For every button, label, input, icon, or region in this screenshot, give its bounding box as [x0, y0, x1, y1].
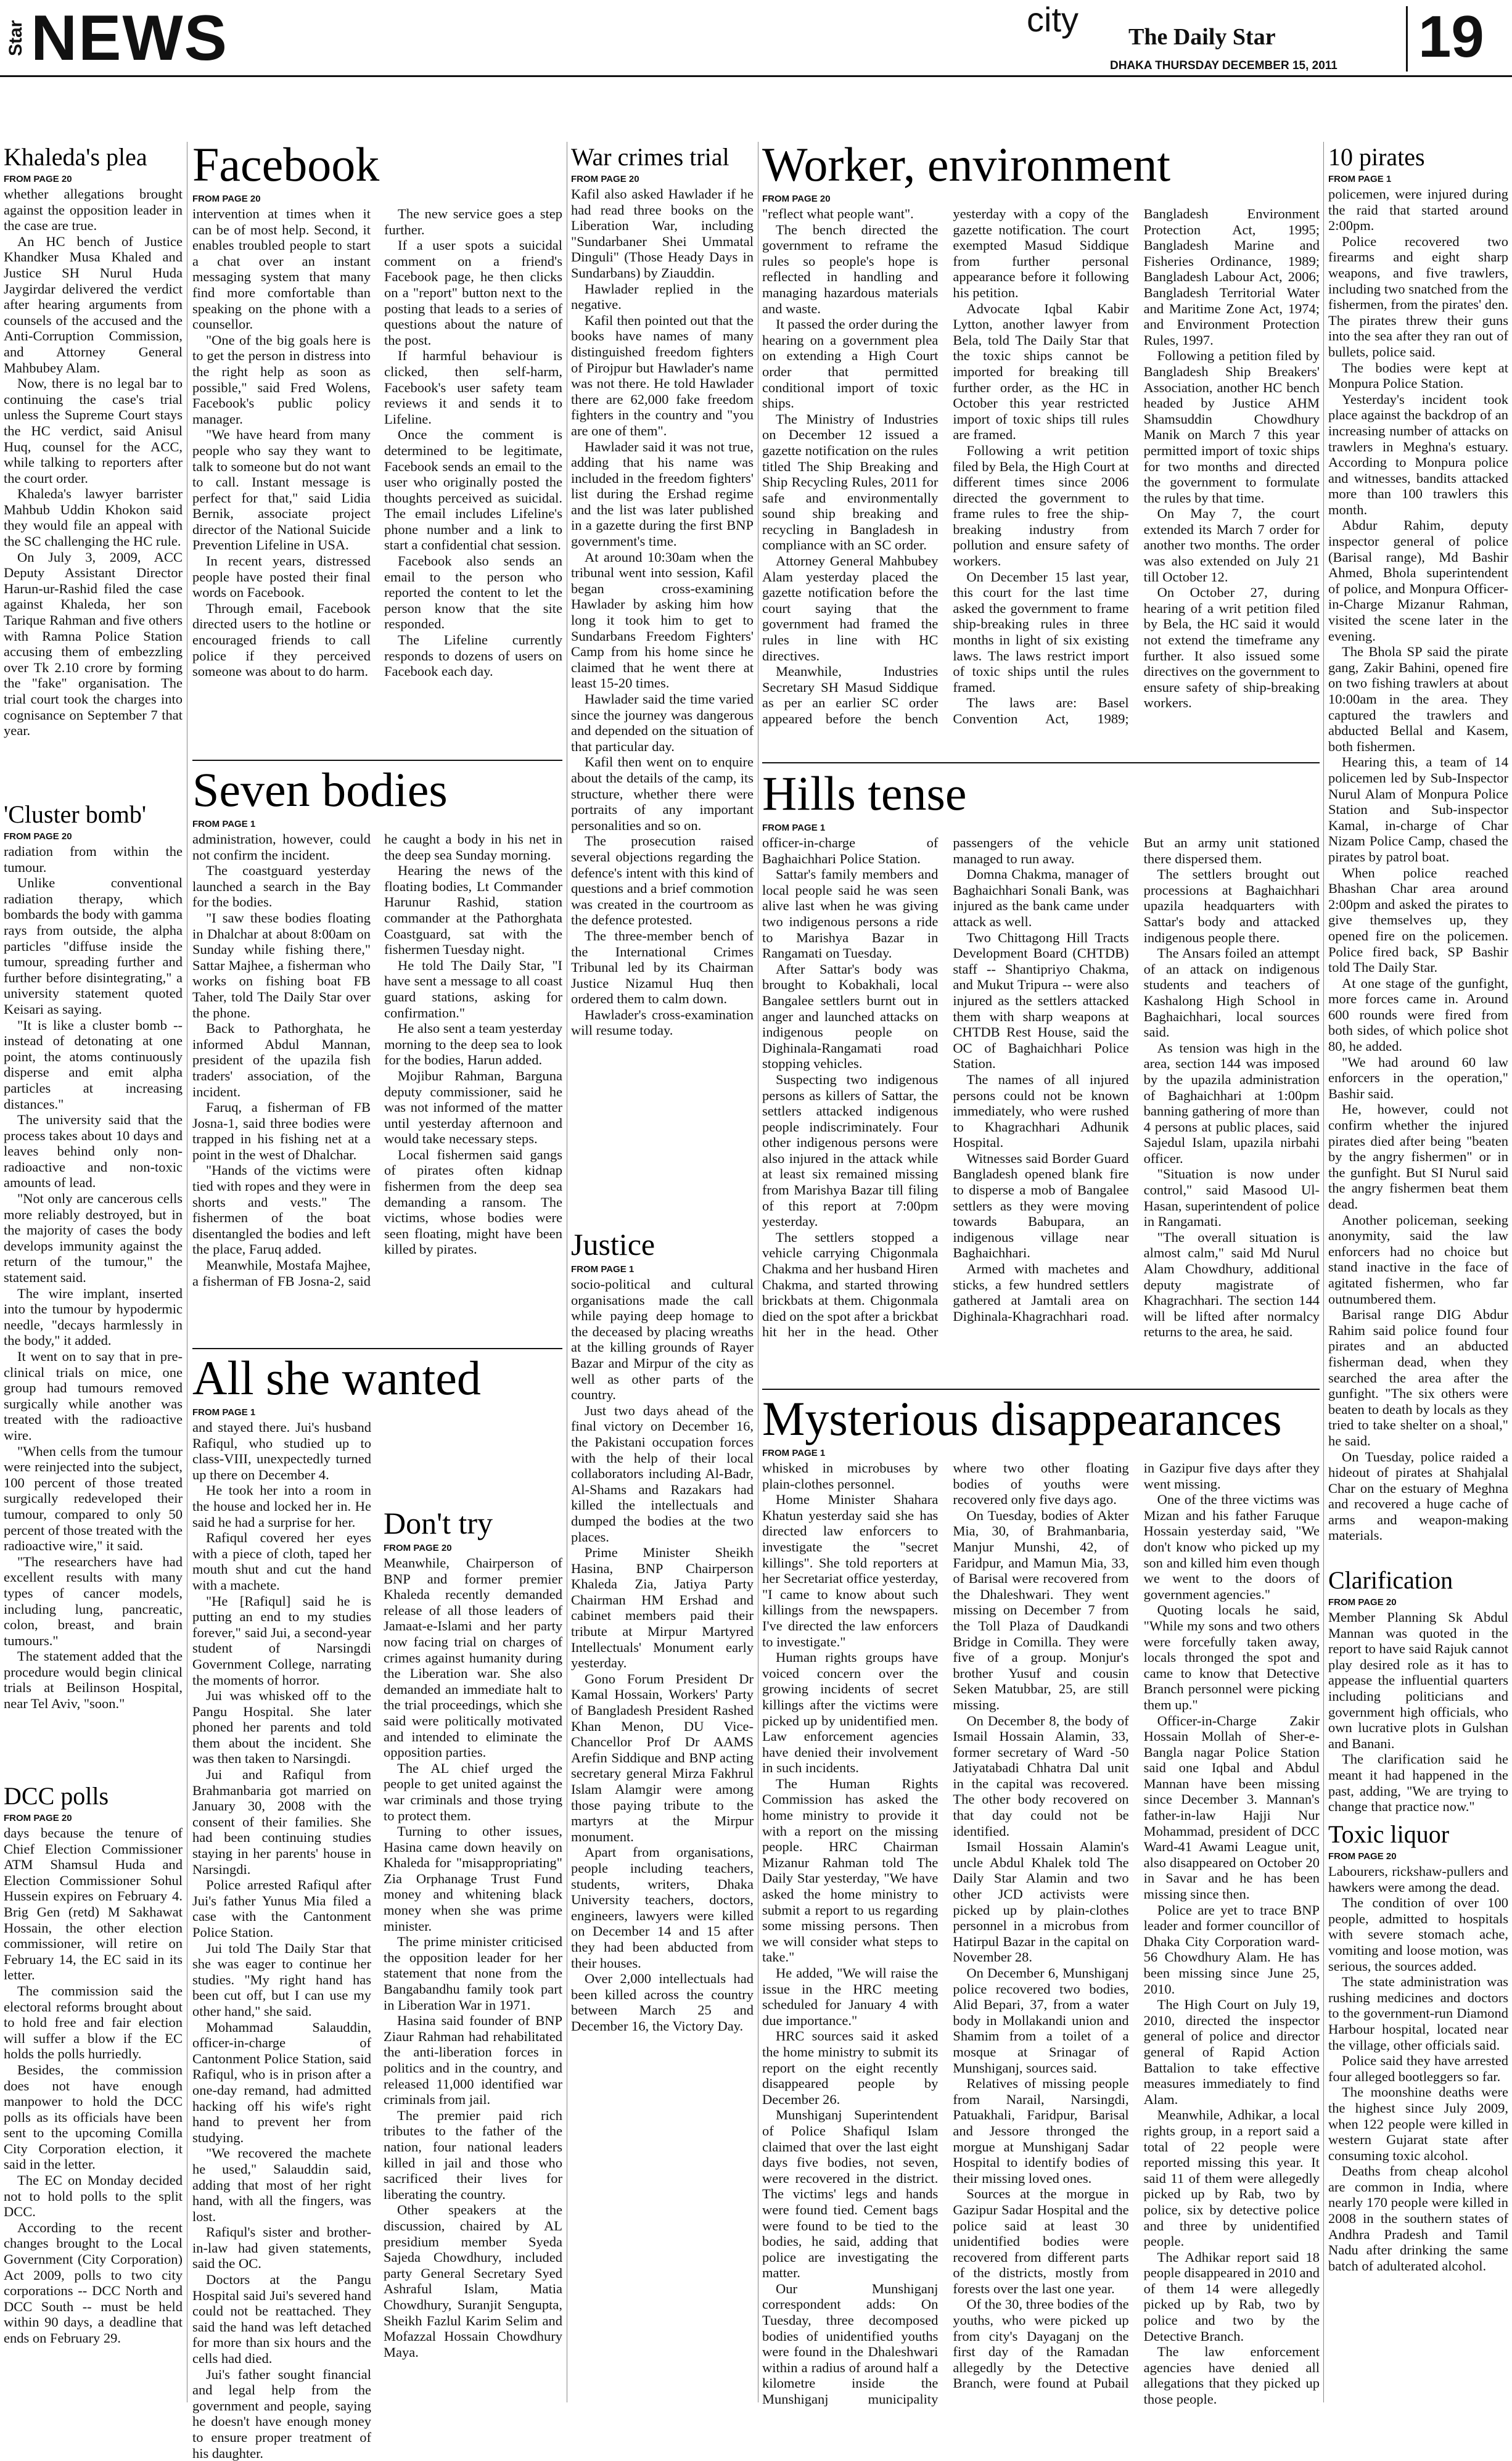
paragraph: Deaths from cheap alcohol are common in India, where nearly 170 people were killed in 2008 in the southern states of Andhra Pradesh and Tamil Nadu after drinking the same batch of adulterated alcohol.	[1328, 2163, 1508, 2274]
jump-label: FROM PAGE 20	[4, 1813, 72, 1823]
paragraph: Apart from organisations, people including teachers, students, writers, Dhaka University teachers, doctors, engineers, lawyers were killed on December 14 and 15 after they had been abducted from their houses.	[571, 1844, 754, 1971]
paragraph: He added, "We will raise the issue in the HRC meeting scheduled for January 4 with due importance."	[762, 1965, 939, 2028]
paragraph: Hawlader replied in the negative.	[571, 281, 754, 313]
paragraph: Home Minister Shahara Khatun yesterday said she has directed law enforcers to investigate the "secret killings". She told reporters at her Secretariat office yesterday, "I came to know about such killings from the newspapers. I've directed the law enforcers to investigate."	[762, 1492, 939, 1650]
paragraph: On December 8, the body of Ismail Hossain Alamin, 33, former secretary of Ward -50 Jatiyatabadi Chhatra Dal unit in the capital was recovered. The other body recovered on that day could not be identified.	[953, 1712, 1129, 1839]
column-rule	[1323, 142, 1324, 2402]
headline: Facebook	[192, 138, 380, 191]
headline: Don't try	[384, 1506, 493, 1540]
paragraph: Police are yet to trace BNP leader and former councillor of Dhaka City Corporation ward-56 Chowdhury Alam. He has been missing since June 25, 2010.	[1143, 1902, 1320, 1997]
story-body	[762, 835, 1320, 1340]
headline: Hills tense	[762, 766, 967, 820]
paragraph: Gono Forum President Dr Kamal Hossain, Workers' Party of Bangladesh President Rashed Khan Menon, DU Vice-Chancellor Prof Dr AAMS Arefin Siddique and BNP acting secretary general Mirza Fakhrul Islam Alamgir were among those paying tribute to the martyrs at the Mirpur monument.	[571, 1670, 754, 1844]
paragraph: He took her into a room in the house and locked her in. He said he had a surprise for her.	[192, 1482, 371, 1530]
paragraph: Rafiqul's sister and brother-in-law had given statements, said the OC.	[192, 2224, 371, 2272]
paragraph: Now, there is no legal bar to continuing the case's trial unless the Supreme Court stays the HC verdict, said Anisul Huq, counsel for the ACC, while talking to reporters after the court order.	[4, 376, 183, 486]
headline: War crimes trial	[571, 143, 729, 171]
paragraph: Relatives of missing people from Narail, Narsingdi, Patuakhali, Faridpur, Barisal and Jessore thronged the morgue at Munshiganj Sadar Hospital to identify bodies of their missing loved ones.	[953, 2076, 1129, 2186]
paragraph: Hawlader said the time varied since the journey was dangerous and depended on the situation of that particular day.	[571, 691, 754, 754]
story-toxic-liquor	[1328, 1820, 1508, 2402]
paragraph: The names of all injured persons could not be known immediately, who were rushed to Khagrachhari Adhunik Hospital.	[953, 1071, 1129, 1151]
paragraph: He, however, could not confirm whether the injured pirates died after being "beaten by the angry fishermen" or in the gunfight. But SI Nurul said the angry fishermen beat them dead.	[1328, 1101, 1508, 1212]
story-clarification	[1328, 1566, 1508, 1815]
paragraph: Rafiqul covered her eyes with a piece of cloth, taped her mouth shut and cut the hand with a machete.	[192, 1530, 371, 1593]
story-body	[762, 206, 1320, 727]
headline: Justice	[571, 1227, 655, 1262]
headline: Toxic liquor	[1328, 1820, 1450, 1848]
paragraph: The Lifeline currently responds to dozens of users on Facebook each day.	[384, 632, 562, 680]
jump-label: FROM PAGE 1	[762, 823, 826, 833]
paragraph: Sattar's family members and local people said he was seen alive last when he was giving two indigenous persons a ride to Marishya Bazar in Rangamati on Tuesday.	[762, 866, 939, 961]
paragraph: The Bhola SP said the pirate gang, Zakir Bahini, opened fire on two fishing trawlers at about 10:00am in the area. They captured the trawlers and abducted Bellal and Kasem, both fishermen.	[1328, 644, 1508, 754]
paragraph: The three-member bench of the International Crimes Tribunal led by its Chairman Justice Nizamul Huq then ordered them to calm down.	[571, 927, 754, 1007]
masthead	[0, 0, 1512, 77]
paragraph: The new service goes a step further.	[384, 206, 562, 237]
paragraph: Over 2,000 intellectuals had been killed across the country between March 25 and December 16, the Victory Day.	[571, 1971, 754, 2034]
paragraph: On July 3, 2009, ACC Deputy Assistant Director Harun-ur-Rashid filed the case against Khaleda, her son Tarique Rahman and five others with Ramna Police Station accusing them of embezzling over Tk 2.10 crore by forming the "fake" organisation. The trial court took the charges into cognisance on September 7 that year.	[4, 549, 183, 739]
paragraph: Police recovered two firearms and eight sharp weapons, and five trawlers, including two snatched from the fishermen, from the pirates' den. The pirates threw their guns into the sea after they ran out of bullets, police said.	[1328, 233, 1508, 359]
paragraph: If harmful behaviour is clicked, then self-harm, Facebook's user safety team reviews it and sends it to Lifeline.	[384, 348, 562, 427]
paragraph: At one stage of the gunfight, more forces came in. Around 600 rounds were fired from both sides, of which police shot 80, he added.	[1328, 975, 1508, 1054]
paragraph: "One of the big goals here is to get the person in distress into the right help as soon as possible," said Fred Wolens, Facebook's public policy manager.	[192, 332, 371, 427]
paragraph: radiation from within the tumour.	[4, 844, 183, 875]
story-body	[571, 186, 754, 1038]
paragraph: The law enforcement agencies have denied all allegations that they picked up those people.	[1143, 2344, 1320, 2407]
paragraph: Mojibur Rahman, Barguna deputy commissioner, said he was not informed of the matter until yesterday afternoon and would take necessary steps.	[384, 1067, 562, 1147]
paragraph: The Ansars foiled an attempt of an attack on indigenous students and teachers of Kashalong High School in Baghaichhari, local sources said.	[1143, 945, 1320, 1040]
paragraph: The Ministry of Industries on December 12 issued a gazette notification on the rules titled The Ship Breaking and Ship Recycling Rules, 2011 for safe and environmentally sound ship breaking and recycling in Bangladesh in compliance with an SC order.	[762, 411, 939, 553]
jump-label: FROM PAGE 1	[192, 1407, 256, 1418]
jump-label: FROM PAGE 1	[192, 819, 256, 829]
paragraph: On May 7, the court extended its March 7 order for another two months. The order was also extended on July 21 till October 12.	[1143, 506, 1320, 585]
story-dont-try	[384, 1506, 562, 2402]
paragraph: It passed the order during the hearing on a government plea on extending a High Court order that permitted conditional import of toxic ships.	[762, 316, 939, 411]
paragraph: intervention at times when it can be of most help. Second, it enables troubled people to start a chat over an instant messaging system that many find more comfortable than speaking on the phone with a counsellor.	[192, 206, 371, 332]
jump-label: FROM PAGE 1	[571, 1264, 635, 1275]
masthead-divider	[1406, 6, 1408, 72]
paragraph: The settlers stopped a vehicle carrying Chigonmala Chakma and her husband Hiren Chakma, and started throwing brickbats at them. Chigonmala died on the spot after a brickbat hit her in the head. Other passengers of the vehicle managed to run away.	[762, 835, 1129, 1340]
paragraph: "I saw these bodies floating in Dhalchar at about 8:00am on Sunday while fishing there," Sattar Majhee, a fisherman who works on fishing boat FB Taher, told The Daily Star over the phone.	[192, 910, 371, 1021]
story-worker-environment	[762, 138, 1320, 755]
paragraph: Sources at the morgue in Gazipur Sadar Hospital and the police said at least 30 unidentified bodies were recovered from different parts of the districts, mostly from forests over the last one year.	[953, 2186, 1129, 2296]
paragraph: The bench directed the government to reframe the rules so people's hope is reflected in handling and managing hazardous materials and waste.	[762, 221, 939, 316]
paragraph: Other speakers at the discussion, chaired by AL presidium member Syeda Sajeda Chowdhury, included party General Secretary Syed Ashraful Islam, Matia Chowdhury, Suranjit Sengupta, Sheikh Fazlul Karim Selim and Mofazzal Hossain Chowdhury Maya.	[384, 2202, 562, 2360]
story-hills-tense	[762, 767, 1320, 1384]
jump-label: FROM PAGE 20	[571, 174, 639, 184]
paragraph: On December 6, Munshiganj police recovered two bodies, Alid Bepari, 37, from a water body in Mollakandi union and Shamim from a toilet of a mosque at Srinagar of Munshiganj, sources said.	[953, 1965, 1129, 2076]
paragraph: "It is like a cluster bomb -- instead of detonating at one point, the atoms continuously disperse and emit alpha particles at increasing distances."	[4, 1017, 183, 1112]
paragraph: Unlike conventional radiation therapy, which bombards the body with gamma rays from outside, the alpha particles "diffuse inside the tumour, spreading further and further before disintegrating," a university statement quoted Keisari as saying.	[4, 875, 183, 1017]
paragraph: Prime Minister Sheikh Hasina, BNP Chairperson Khaleda Zia, Jatiya Party Chairman HM Ershad and cabinet members paid their tribute at Mirpur Martyred Intellectuals' Monument early yesterday.	[571, 1545, 754, 1671]
paragraph: Just two days ahead of the final victory on December 16, the Pakistani occupation forces with the help of their local collaborators including Al-Badr, Al-Shams and Razakars had killed the intellectuals and dumped the bodies at the two places.	[571, 1402, 754, 1545]
jump-label: FROM PAGE 20	[1328, 1597, 1397, 1608]
paragraph: The premier paid rich tributes to the father of the nation, four national leaders killed in jail and those who sacrificed their lives for liberating the country.	[384, 2107, 562, 2202]
jump-label: FROM PAGE 20	[4, 174, 72, 184]
paragraph: When police reached Bhashan Char area around 2:00pm and asked the pirates to give themselves up, they opened fire on the policemen. Police fired back, SP Bashir told The Daily Star.	[1328, 865, 1508, 976]
paper-name: The Daily Star	[1128, 24, 1276, 50]
story-war-crimes-trial	[571, 143, 754, 1219]
paragraph: socio-political and cultural organisations made the call while paying deep homage to the deceased by placing wreaths at the killing grounds of Rayer Bazar and Mirpur of the city as well as other parts of the country.	[571, 1276, 754, 1403]
paragraph: Jui and Rafiqul from Brahmanbaria got married on January 30, 2008 with the consent of their families. She had been continuing studies staying in her parents' house in Narsingdi.	[192, 1767, 371, 1877]
page-number: 19	[1418, 4, 1484, 70]
paragraph: Two Chittagong Hill Tracts Development Board (CHTDB) staff -- Shantipriyo Chakma, and Mukut Tripura -- were also injured as the settlers attacked them with sharp weapons at CHTDB Rest House, said the OC of Baghaichhari Police Station.	[953, 929, 1129, 1072]
subsection-label: city	[1027, 0, 1079, 39]
paragraph: The wire implant, inserted into the tumour by hypodermic needle, "decays harmlessly in the body," it added.	[4, 1285, 183, 1349]
paragraph: "We have heard from many people who say they want to talk to someone but do not want to call. Instant message is perfect for that," said Lidia Bernik, associate project director of the National Suicide Prevention Lifeline in USA.	[192, 427, 371, 553]
paragraph: Faruq, a fisherman of FB Josna-1, said three bodies were trapped in his fishing net at a point in the west of Dhalchar.	[192, 1099, 371, 1162]
jump-label: FROM PAGE 20	[762, 194, 831, 204]
paragraph: "We recovered the machete he used," Salauddin said, adding that most of her right hand, with all the fingers, was lost.	[192, 2145, 371, 2224]
story-divider	[762, 762, 1320, 763]
headline: Clarification	[1328, 1566, 1453, 1594]
paragraph: Advocate Iqbal Kabir Lytton, another lawyer from Bela, told The Daily Star that the toxic ships cannot be imported for breaking till further order, as the HC in October this year restricted import of toxic ships till rules are framed.	[953, 300, 1129, 443]
paragraph: Hearing this, a team of 14 policemen led by Sub-Inspector Nurul Alam of Monpura Police Station and Sub-inspector Kamal, in-charge of Char Nizam Police Camp, chased the pirates by patrol boat.	[1328, 754, 1508, 865]
paragraph: Doctors at the Pangu Hospital said Jui's severed hand could not be reattached. They said the hand was left detached for more than six hours and the cells had died.	[192, 2272, 371, 2367]
story-body	[1328, 1609, 1508, 1815]
paragraph: The EC on Monday decided not to hold polls to the split DCC.	[4, 2172, 183, 2220]
paragraph: Hawlader's cross-examination will resume today.	[571, 1006, 754, 1038]
paragraph: The Human Rights Commission has asked the home ministry to provide it with a report on the missing people. HRC Chairman Mizanur Rahman told The Daily Star yesterday, "We have asked the home ministry to submit a report to us regarding some missing persons. Then we will consider what steps to take."	[762, 1775, 939, 1965]
paragraph: Officer-in-Charge Zakir Hossain Mollah of Sher-e-Bangla nagar Police Station said one Iqbal and Abdul Mannan have been missing since December 3. Mannan's father-in-law Hajji Nur Mohammad, president of DCC Ward-41 Awami League unit, also disappeared on October 20 in Savar and he has been missing since then.	[1143, 1712, 1320, 1902]
paragraph: The Adhikar report said 18 people disappeared in 2010 and of them 14 were allegedly picked up by Rab, two by police and two by the Detective Branch.	[1143, 2249, 1320, 2344]
paragraph: "We had around 60 law enforcers in the operation," Bashir said.	[1328, 1054, 1508, 1101]
paragraph: On Tuesday, bodies of Akter Mia, 30, of Brahmanbaria, Manjur Munshi, 42, of Faridpur, and Mamun Mia, 33, of Barisal were recovered from the Dhaleshwari. They went missing on December 7 from the Toll Plaza of Daudkandi Bridge in Comilla. They were five of a group. Monjur's brother Yusuf and cousin Seken Matubbar, 25, are still missing.	[953, 1507, 1129, 1712]
story-divider	[192, 1348, 562, 1349]
paragraph: Jui's father sought financial and legal help from the government and people, saying he doesn't have enough money to ensure proper treatment of his daughter.	[192, 2366, 371, 2461]
paragraph: Hawlader said it was not true, adding that his name was included in the freedom fighters' list during the Ershad regime and the list was later published in a gazette during the first BNP government's time.	[571, 438, 754, 549]
headline: Seven bodies	[192, 763, 448, 816]
paragraph: Meanwhile, Adhikar, a local rights group, in a report said a total of 22 people were reported missing this year. It said 11 of them were allegedly picked up by Rab, two by police, six by detective police and three by unidentified people.	[1143, 2107, 1320, 2249]
story-dcc-polls	[4, 1782, 183, 2402]
paragraph: The AL chief urged the people to get united against the war criminals and those trying to protect them.	[384, 1760, 562, 1823]
paragraph: Jui was whisked off to the Pangu Hospital. She later phoned her parents and told them about the incident. She was then taken to Narsingdi.	[192, 1688, 371, 1767]
paragraph: "Not only are cancerous cells more reliably destroyed, but in the majority of cases the body develops immunity against the return of the tumour," the statement said.	[4, 1191, 183, 1286]
paragraph: The prosecution raised several objections regarding the defence's intent with this kind of questions and a brief commotion was created in the courtroom as the defence protested.	[571, 833, 754, 928]
paragraph: The university said that the process takes about 10 days and leaves behind only non-radioactive and non-toxic amounts of lead.	[4, 1112, 183, 1191]
paragraph: Khaleda's lawyer barrister Mahbub Uddin Khokon said they would file an appeal with the SC challenging the HC rule.	[4, 486, 183, 549]
paragraph: The statement added that the procedure would begin clinical trials at Beilinson Hospital, near Tel Aviv, "soon."	[4, 1648, 183, 1712]
paragraph: Once the comment is determined to be legitimate, Facebook sends an email to the user who originally posted the thoughts perceived as suicidal. The email includes Lifeline's phone number and a link to start a confidential chat session.	[384, 427, 562, 553]
paragraph: policemen, were injured during the raid that started around 2:00pm.	[1328, 186, 1508, 234]
story-body	[1328, 186, 1508, 1543]
story-khaledas-plea	[4, 143, 183, 795]
headline: 'Cluster bomb'	[4, 800, 147, 828]
paragraph: Barisal range DIG Abdur Rahim said police found four pirates and an abducted fisherman dead, when they searched the area after the gunfight. "The six others were beaten to death by locals as they tried to take shelter on a shoal," he said.	[1328, 1307, 1508, 1448]
story-mysterious-disappearances	[762, 1392, 1320, 2407]
paragraph: Suspecting two indigenous persons as killers of Sattar, the settlers attacked indigenous people indiscriminately. Four other indigenous persons were also injured in the attack while at least six remained missing from Marishya Bazar till filing of this report at 7:00pm yesterday.	[762, 1071, 939, 1230]
story-cluster-bomb	[4, 800, 183, 1775]
paragraph: On October 27, during hearing of a writ petition filed by Bela, the HC said it would not extend the timeframe any further. It also issued some directives on the government to ensure safety of ship-breaking workers.	[1143, 585, 1320, 711]
paragraph: In recent years, distressed people have posted their final words on Facebook.	[192, 553, 371, 601]
paragraph: Hearing the news of the floating bodies, Lt Commander Harunur Rashid, station commander at the Pathorghata Coastguard, sat with the fishermen Tuesday night.	[384, 863, 562, 958]
paragraph: As tension was high in the area, section 144 was imposed by the upazila administration of Baghaichhari at 1:00pm banning gathering of more than 4 persons at public places, said Sajedul Islam, upazila nirbahi officer.	[1143, 1040, 1320, 1166]
paragraph: Another policeman, seeking anonymity, said the law enforcers had no choice but stand inactive in the face of agitated fishermen, who far outnumbered them.	[1328, 1212, 1508, 1307]
headline: DCC polls	[4, 1782, 109, 1810]
section-title: NEWS	[31, 2, 228, 74]
paragraph: Of the 30, three bodies of the youths, who were picked up from city's Dayaganj on the first day of the Ramadan allegedly by the Detective Branch, were found at Pubail in Gazipur five days after they went missing.	[953, 1460, 1320, 2391]
paragraph: "He [Rafiqul] said he is putting an end to my studies forever," said Jui, a second-year student of Narsingdi Government College, narrating the moments of horror.	[192, 1593, 371, 1688]
paragraph: officer-in-charge of Baghaichhari Police Station.	[762, 835, 939, 866]
paragraph: At around 10:30am when the tribunal went into session, Kafil began cross-examining Hawlader by asking him how long it took him to get to Sundarbans Freedom Fighters' Camp from his home since he claimed that he went there at least 15-20 times.	[571, 549, 754, 691]
paragraph: Hasina said founder of BNP Ziaur Rahman had rehabilitated the anti-liberation forces in politics and in the country, and released 11,000 identified war criminals from jail.	[384, 2013, 562, 2108]
paragraph: administration, however, could not confirm the incident.	[192, 831, 371, 863]
paragraph: Meanwhile, Mostafa Majhee, a fisherman of FB Josna-2, said he caught a body in his net in the deep sea Sunday morning.	[192, 831, 562, 1289]
jump-label: FROM PAGE 20	[192, 194, 261, 204]
paragraph: Member Planning Sk Abdul Mannan was quoted in the report to have said Rajuk cannot play desired role as it has to appease the influential quarters including politicians and government high officials, who own lucrative plots in Gulshan and Banani.	[1328, 1609, 1508, 1751]
paragraph: Local fishermen said gangs of pirates often kidnap fishermen from the deep sea demanding a ransom. The victims, whose bodies were seen floating, might have been killed by pirates.	[384, 1146, 562, 1257]
paragraph: On December 15 last year, this court for the last time asked the government to frame ship-breaking rules in three months in light of six existing laws. The laws restrict import of toxic ships until the rules framed.	[953, 569, 1129, 695]
paragraph: "Situation is now under control," said Masood Ul-Hasan, superintendent of police in Rangamati.	[1143, 1166, 1320, 1230]
jump-label: FROM PAGE 20	[1328, 1851, 1397, 1862]
paragraph: The laws are: Basel Convention Act, 1989; Bangladesh Environment Protection Act, 1995; Bangladesh Marine and Fisheries Ordinance, 1989; Bangladesh Labour Act, 2006; Bangladesh Territorial Water and Maritime Zone Act, 1974; and Environment Protection Rules, 1997.	[953, 206, 1320, 726]
paragraph: The condition of over 100 people, admitted to hospitals with severe stomach ache, vomiting and loose motion, was serious, the sources added.	[1328, 1895, 1508, 1974]
paragraph: Turning to other issues, Hasina came down heavily on Khaleda for "misappropriating" Zia Orphanage Trust Fund money and whitening black money when she was prime minister.	[384, 1823, 562, 1934]
jump-label: FROM PAGE 20	[4, 831, 72, 842]
paragraph: Following a writ petition filed by Bela, the High Court at different times since 2006 directed the government to frame rules to free the ship-breaking industry from pollution and ensure safety of workers.	[953, 442, 1129, 569]
paragraph: Meanwhile, Industries Secretary SH Masud Siddique as per an earlier SC order appeared before the bench yesterday with a copy of the gazette notification. The court exempted Masud Siddique from further personal appearance before it following his petition.	[762, 206, 1129, 726]
paragraph: "When cells from the tumour were reinjected into the subject, 100 percent of those treated surgically redeveloped their tumour, compared to only 50 percent of those treated with the radioactive wire," it said.	[4, 1443, 183, 1554]
paragraph: One of the three victims was Mizan and his father Faruque Hossain yesterday said, "We don't know who picked up my son and killed him even though we went to the doors of government agencies."	[1143, 1492, 1320, 1602]
story-divider	[762, 1389, 1320, 1390]
paragraph: The coastguard yesterday launched a search in the Bay for the bodies.	[192, 863, 371, 910]
paragraph: The bodies were kept at Monpura Police Station.	[1328, 359, 1508, 392]
paragraph: The moonshine deaths were the highest since July 2009, when 122 people were killed in western Gujarat state after consuming toxic alcohol.	[1328, 2084, 1508, 2163]
paragraph: Human rights groups have voiced concern over the growing incidents of secret killings after the victims were picked up by unidentified men. Law enforcement agencies have denied their involvement in such incidents.	[762, 1650, 939, 1776]
story-body	[384, 1555, 562, 2360]
paragraph: Kafil then went on to enquire about the details of the camp, its structure, whether there were portraits of any important personalities and so on.	[571, 754, 754, 833]
paragraph: Meanwhile, Chairperson of BNP and former premier Khaleda recently demanded release of all those leaders of Jamaat-e-Islami and her party now facing trial on charges of crimes against humanity during the Liberation war. She also demanded an immediate halt to the trial proceedings, which she said were politically motivated and intended to eliminate the opposition parties.	[384, 1555, 562, 1760]
paragraph: Following a petition filed by Bangladesh Ship Breakers' Association, another HC bench headed by Justice AHM Shamsuddin Chowdhury Manik on March 7 this year permitted import of toxic ships for two months and directed the government to formulate the rules by that time.	[1143, 348, 1320, 506]
paragraph: Police arrested Rafiqul after Jui's father Yunus Mia filed a case with the Cantonment Police Station.	[192, 1877, 371, 1940]
jump-label: FROM PAGE 1	[762, 1448, 826, 1458]
paragraph: Abdur Rahim, deputy inspector general of police (Barisal range), Md Bashir Ahmed, Bhola superintendent of police, and Monpura Officer-in-Charge Mizanur Rahman, visited the scene later in the evening.	[1328, 517, 1508, 644]
paragraph: According to the recent changes brought to the Local Government (City Corporation) Act 2009, polls to two city corporations -- DCC North and DCC South -- must be held within 90 days, a deadline that ends on February 29.	[4, 2219, 183, 2346]
paragraph: Mohammad Salauddin, officer-in-charge of Cantonment Police Station, said Rafiqul, who is in prison after a one-day remand, had admitted hacking off his wife's right hand to prevent her from studying.	[192, 2019, 371, 2145]
paragraph: Kafil then pointed out that the books have names of many distinguished freedom fighters of Pirojpur but Hawlader's name was not there. He told Hawlader there are 62,000 fake freedom fighters in the country and "you are one of them".	[571, 312, 754, 438]
headline: Mysterious disappearances	[762, 1392, 1282, 1445]
story-body	[4, 186, 183, 739]
paragraph: Back to Pathorghata, he informed Abdul Mannan, president of the upazila fish traders' association, of the incident.	[192, 1021, 371, 1099]
story-body	[4, 1825, 183, 2346]
paragraph: He also sent a team yesterday morning to the deep sea to look for the bodies, Harun added.	[384, 1021, 562, 1068]
paragraph: Through email, Facebook directed users to the hotline or encouraged friends to call police if they perceived someone was about to do harm.	[192, 600, 371, 680]
paragraph: whether allegations brought against the opposition leader in the case are true.	[4, 186, 183, 234]
story-divider	[192, 760, 562, 761]
paragraph: Witnesses said Border Guard Bangladesh opened blank fire to disperse a mob of Bangalee settlers as they were moving towards Babupara, an indigenous village near Baghaichhari.	[953, 1150, 1129, 1261]
paragraph: Kafil also asked Hawlader if he had read three books on the Liberation War, including "Sundarbaner Shei Ummatal Dinguli" (Those Heady Days in Sundarbans) by Ziauddin.	[571, 186, 754, 281]
jump-label: FROM PAGE 20	[384, 1543, 452, 1553]
story-seven-bodies	[192, 763, 562, 1343]
paragraph: "reflect what people want".	[762, 206, 914, 221]
paragraph: Facebook also sends an email to the person who reported the content to let the person know that the site responded.	[384, 553, 562, 632]
paragraph: On Tuesday, police raided a hideout of pirates at Shahjalal Char on the estuary of Meghna and recovered a huge cache of arms and weapon-making materials.	[1328, 1448, 1508, 1543]
paragraph: "The researchers have had excellent results with many types of cancer models, including lung, pancreatic, colon, breast, and brain tumours."	[4, 1553, 183, 1648]
story-body	[192, 1419, 371, 2461]
paragraph: The prime minister criticised the opposition leader for her statement that none from the Bangabandhu family took part in Liberation War in 1971.	[384, 1934, 562, 2013]
paragraph: "The overall situation is almost calm," said Md Nurul Alam Chowdhury, additional deputy magistrate of Khagrachhari. The section 144 will be lifted after normalcy returns to the area, he said.	[1143, 1229, 1320, 1340]
paragraph: It went on to say that in pre-clinical trials on mice, one group had tumours removed surgically while another was treated with the radioactive wire.	[4, 1349, 183, 1443]
paragraph: If a user spots a suicidal comment on a friend's Facebook page, he then clicks on a "report" button next to the posting that leads to a series of questions about the nature of the post.	[384, 237, 562, 348]
paragraph: Armed with machetes and sticks, a few hundred settlers gathered at Jamtali area on Dighinala-Khagrachhari road. But an army unit stationed there dispersed them.	[953, 835, 1320, 1324]
paragraph: He told The Daily Star, "I have sent a message to all coast guard stations, asking for confirmation."	[384, 957, 562, 1021]
paragraph: Attorney General Mahbubey Alam yesterday placed the gazette notification before the court saying that the government had framed the rules in line with HC directives.	[762, 553, 939, 664]
paragraph: Yesterday's incident took place against the backdrop of an increasing number of attacks on trawlers in Meghna's estuary. According to Monpura police and witnesses, bandits attacked more than 100 trawlers this month.	[1328, 391, 1508, 517]
story-facebook	[192, 138, 562, 755]
paragraph: days because the tenure of Chief Election Commissioner ATM Shamsul Huda and Election Commissioner Sohul Hussein expires on February 4. Brig Gen (retd) M Sakhawat Hossain, the other election commissioner, will retire on February 14, the EC said in its letter.	[4, 1825, 183, 1983]
headline: Worker, environment	[762, 138, 1171, 191]
paragraph: The state administration was rushing medicines and doctors to the government-run Diamond Harbour hospital, located near the village, other officials said.	[1328, 1974, 1508, 2053]
paragraph: The High Court on July 19, 2010, directed the inspector general of police and director general of Rapid Action Battalion to take effective measures immediately to find Alam.	[1143, 1997, 1320, 2107]
paragraph: Domna Chakma, manager of Baghaichhari Sonali Bank, was injured as the bank came under attack as well.	[953, 866, 1129, 929]
star-logo: Star	[6, 20, 26, 57]
paragraph: Police said they have arrested four alleged bootleggers so far.	[1328, 2053, 1508, 2084]
paragraph: The commission said the electoral reforms brought about to hold free and fair election will suffer a blow if the EC holds the polls hurriedly.	[4, 1982, 183, 2062]
paragraph: whisked in microbuses by plain-clothes personnel.	[762, 1460, 939, 1492]
paragraph: Labourers, rickshaw-pullers and hawkers were among the dead.	[1328, 1863, 1508, 1895]
jump-label: FROM PAGE 1	[1328, 174, 1392, 184]
paragraph: HRC sources said it asked the home ministry to submit its report on the eight recently disappeared people by December 26.	[762, 2028, 939, 2107]
paragraph: The settlers brought out processions at Baghaichhari upazila headquarters with Sattar's body and attacked indigenous people there.	[1143, 866, 1320, 945]
story-body	[762, 1460, 1320, 2407]
paragraph: Our Munshiganj correspondent adds: On Tuesday, three decomposed bodies of unidentified youths were found in the Dhaleshwari within a radius of around half a kilometre inside the Munshiganj municipality where two other floating bodies of youths were recovered only five days ago.	[762, 1460, 1129, 2407]
headline: All she wanted	[192, 1351, 481, 1405]
paragraph: "Hands of the victims were tied with ropes and they were in shorts and vests." The fishermen of the boat disentangled the bodies and left the place, Faruq added.	[192, 1162, 371, 1257]
dateline: DHAKA THURSDAY DECEMBER 15, 2011	[1110, 59, 1337, 72]
story-10-pirates	[1328, 143, 1508, 1563]
paragraph: After Sattar's body was brought to Kobakhali, local Bangalee settlers burnt out in anger and launched attacks on indigenous people on Dighinala-Rangamati road stopping vehicles.	[762, 961, 939, 1072]
story-justice	[571, 1227, 754, 2402]
headline: Khaleda's plea	[4, 143, 147, 171]
paragraph: Besides, the commission does not have enough manpower to hold the DCC polls as its officials have been sent to the upcoming Comilla City Corporation election, it said in the letter.	[4, 2061, 183, 2172]
story-body	[1328, 1863, 1508, 2274]
paragraph: and stayed there. Jui's husband Rafiqul, who studied up to class-VIII, unexpectedly turned up there on December 4.	[192, 1419, 371, 1482]
paragraph: Munshiganj Superintendent of Police Shafiqul Islam claimed that over the last eight days five bodies, not seven, were recovered in the district. The victims' legs and hands were found tied. Cement bags were found to be tied to the bodies, he said, adding that police are investigating the matter.	[762, 2107, 939, 2281]
headline: 10 pirates	[1328, 143, 1425, 171]
story-body	[192, 831, 562, 1289]
story-body	[4, 844, 183, 1712]
paragraph: The clarification said he meant it had happened in the past, adding, "We are trying to change that practice now."	[1328, 1751, 1508, 1815]
paragraph: Ismail Hossain Alamin's uncle Abdul Khalek told The Daily Star Alamin and two other JCD activists were picked up by plain-clothes personnel in a microbus from Hatirpul Bazar in the capital on November 28.	[953, 1839, 1129, 1965]
story-body	[571, 1276, 754, 2034]
story-body	[192, 206, 562, 680]
paragraph: Jui told The Daily Star that she was eager to continue her studies. "My right hand has been cut off, but I can use my other hand," she said.	[192, 1940, 371, 2019]
paragraph: An HC bench of Justice Khandker Musa Khaled and Justice SH Nurul Huda Jaygirdar delivered the verdict after hearing arguments from counsels of the accused and the Anti-Corruption Commission, and Attorney General Mahbubey Alam.	[4, 233, 183, 376]
paragraph: Quoting locals he said, "While my sons and two others were forcefully taken away, locals thronged the spot and came to know that Detective Branch personnel were picking them up."	[1143, 1602, 1320, 1712]
